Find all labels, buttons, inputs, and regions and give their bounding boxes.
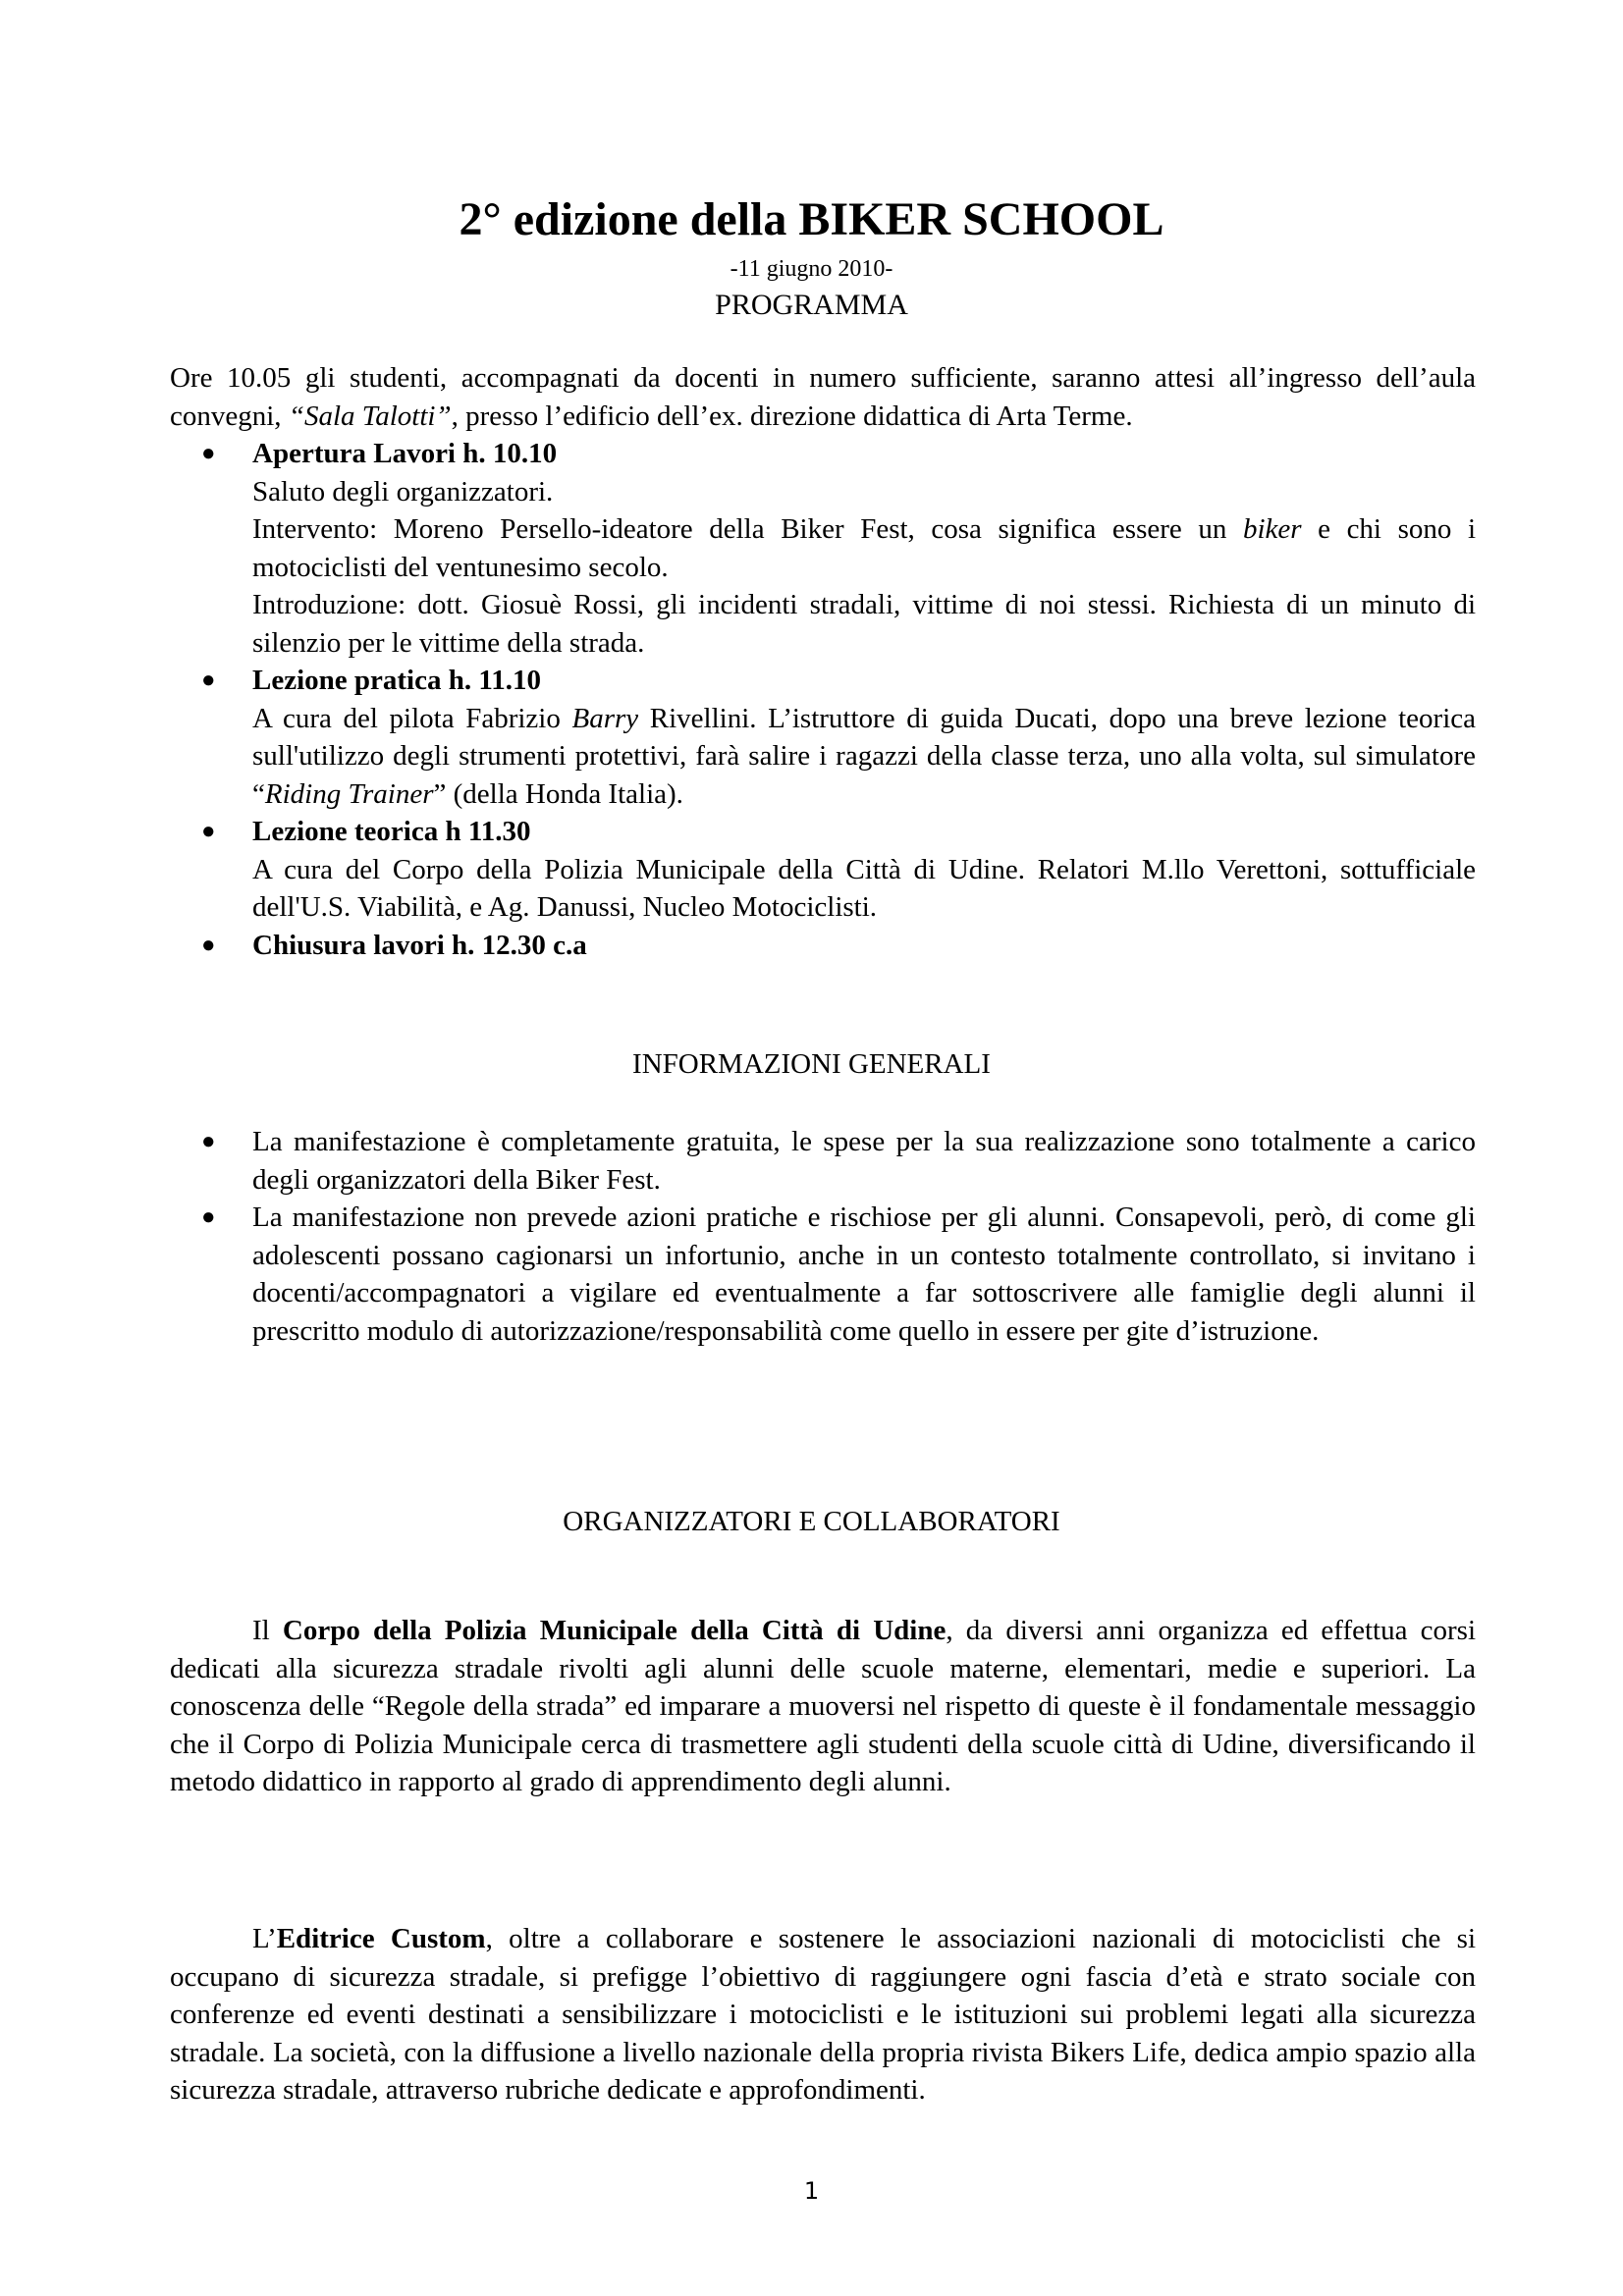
practice-text-c: ” (della Honda Italia). — [433, 777, 683, 810]
program-item-line — [252, 510, 1476, 586]
program-item-line: Introduzione: dott. Giosuè Rossi, gli incidenti stradali, vittime di noi stessi. Richiesta di un minuto di silenzio per le vittime della strada. — [252, 589, 1476, 659]
intro-paragraph — [170, 359, 1476, 435]
program-item-title: Lezione teorica h 11.30 — [252, 816, 531, 847]
info-item — [170, 1123, 1476, 1199]
program-item-title: Chiusura lavori h. 12.30 c.a — [252, 929, 587, 961]
program-item-text: A cura del Corpo della Polizia Municipale della Città di Udine. Relatori M.llo Verettoni, sottufficiale dell'U.S. Viabilità, e Ag. Danussi, Nucleo Motociclisti. — [252, 853, 1476, 923]
organizers-paragraph-publisher — [170, 1920, 1476, 2109]
p2-bold: Editrice Custom — [276, 1923, 486, 1954]
p1-start: Il — [252, 1615, 283, 1646]
bullet-icon: ● — [201, 819, 216, 844]
practice-simulator: Riding Trainer — [264, 777, 434, 810]
document-title: 2° edizione della BIKER SCHOOL — [459, 193, 1164, 245]
program-list — [170, 435, 1476, 964]
p2-start: L’ — [252, 1923, 277, 1954]
intervento-text-start: Intervento: Moreno Persello-ideatore della Biker Fest, cosa significa essere un — [252, 513, 1243, 545]
info-heading: INFORMAZIONI GENERALI — [632, 1048, 991, 1080]
p2-rest: , oltre a collaborare e sostenere le associazioni nazionali di motociclisti che si occupano di sicurezza stradale, si prefigge l’obiettivo di raggiungere ogni fascia d’età e strato sociale con conferenze ed eventi destinati a sensibilizzare i motociclisti e le istituzioni sui problemi legati alla sicurezza stradale. La società, con la diffusione a livello nazionale della propria rivista Bikers Life, dedica ampio spazio alla sicurezza stradale, attraverso rubriche dedicate e approfondimenti. — [170, 1923, 1476, 2106]
info-list — [170, 1123, 1476, 1350]
program-item-text — [252, 700, 1476, 814]
intro-venue: “Sala Talotti” — [288, 400, 452, 432]
bullet-icon: ● — [201, 1129, 216, 1154]
organizers-heading: ORGANIZZATORI E COLLABORATORI — [563, 1506, 1060, 1537]
bullet-icon: ● — [201, 1204, 216, 1230]
info-item-text: La manifestazione non prevede azioni pratiche e rischiose per gli alunni. Consapevoli, però, di come gli adolescenti possano cagionarsi un infortunio, anche in un contesto totalmente controllato, si invitano i docenti/accompagnatori a vigilare ed eventualmente a far sottoscrivere alle famiglie degli alunni il prescritto modulo di autorizzazione/responsabilità come quello in essere per gite d’istruzione. — [252, 1201, 1476, 1347]
page-number: 1 — [803, 2177, 820, 2205]
program-item-line: Saluto degli organizzatori. — [252, 475, 554, 507]
organizers-paragraph-police — [170, 1612, 1476, 1801]
program-item-title: Lezione pratica h. 11.10 — [252, 665, 542, 696]
p1-rest: , da diversi anni organizza ed effettua corsi dedicati alla sicurezza stradale rivolti agli alunni delle scuole materne, elementari, medie e superiori. La conoscenza delle “Regole della strada” ed imparare a muoversi nel rispetto di queste è il fondamentale messaggio che il Corpo di Polizia Municipale cerca di trasmettere agli studenti della scuole città di Udine, diversificando il metodo didattico in rapporto al grado di apprendimento degli alunni. — [170, 1615, 1477, 1797]
p1-bold: Corpo della Polizia Municipale della Città di Udine — [282, 1615, 947, 1646]
intervento-text-end: e chi sono i motociclisti del ventunesimo secolo. — [252, 513, 1476, 583]
program-item-practice — [170, 662, 1476, 813]
info-item-text: La manifestazione è completamente gratuita, le spese per la sua realizzazione sono totalmente a carico degli organizzatori della Biker Fest. — [252, 1126, 1476, 1196]
practice-text-a: A cura del pilota Fabrizio — [252, 702, 572, 734]
intervento-emphasis: biker — [1242, 513, 1302, 545]
event-date: -11 giugno 2010- — [730, 256, 893, 282]
intro-text-end: , presso l’edificio dell’ex. direzione didattica di Arta Terme. — [451, 400, 1133, 432]
program-heading: PROGRAMMA — [715, 289, 908, 321]
program-item-theory — [170, 813, 1476, 927]
info-item — [170, 1199, 1476, 1350]
intro-text-start: Ore 10.05 gli studenti, accompagnati da docenti in numero sufficiente, saranno attesi all’ingresso dell’aula convegni, — [170, 362, 1476, 432]
program-item-title: Apertura Lavori h. 10.10 — [252, 438, 558, 469]
bullet-icon: ● — [201, 441, 216, 466]
bullet-icon: ● — [201, 932, 216, 958]
practice-nickname: Barry — [571, 702, 639, 734]
program-item-opening — [170, 435, 1476, 662]
bullet-icon: ● — [201, 667, 216, 693]
practice-text-b: Rivellini. L’istruttore di guida Ducati, dopo una breve lezione teorica sull'utilizzo degli strumenti protettivi, farà salire i ragazzi della classe terza, uno alla volta, sul simulatore “ — [252, 702, 1476, 810]
program-item-closing — [170, 927, 1476, 965]
